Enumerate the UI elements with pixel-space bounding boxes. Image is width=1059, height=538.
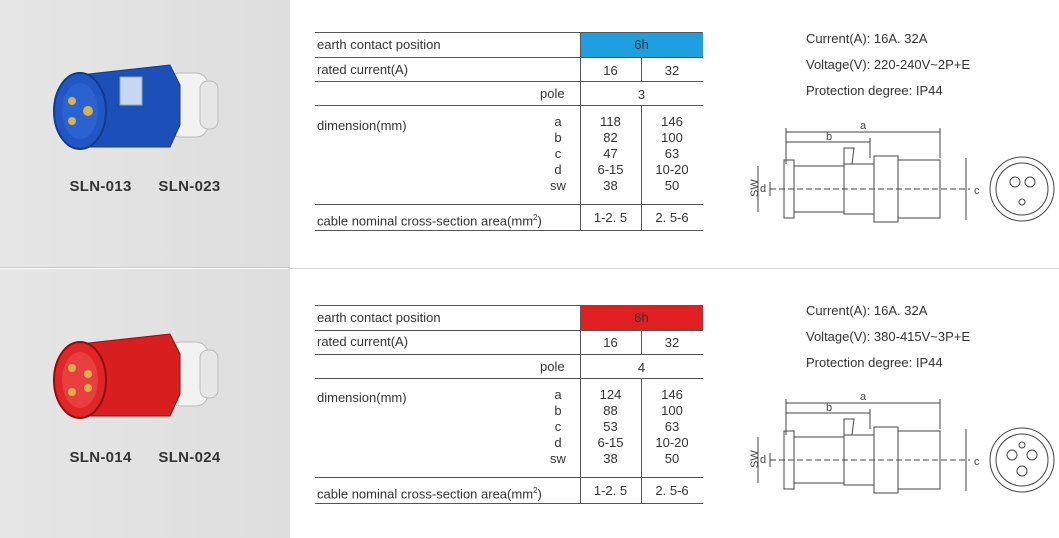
diagram-label-b: b <box>826 402 833 414</box>
dim-col-2: 146 100 63 10-20 50 <box>655 387 689 466</box>
dim-keys: a b c d sw <box>550 114 566 193</box>
model-label-1: SLN-014 <box>69 449 132 466</box>
cable-value-1: 1-2. 5 <box>593 483 628 498</box>
diagram-label-d: d <box>760 183 767 195</box>
diagram-label-sw: SW <box>749 450 761 468</box>
rated-label: rated current(A) <box>317 62 409 77</box>
diagram-label-a: a <box>860 120 867 132</box>
earth-label: earth contact position <box>317 310 441 325</box>
product-image-panel <box>0 0 290 268</box>
diagram-label-c: c <box>974 185 980 197</box>
pole-value: 4 <box>637 360 646 375</box>
diagram-label-b: b <box>826 131 833 143</box>
spec-info <box>806 30 970 108</box>
earth-value: 6h <box>634 37 649 52</box>
voltage-info: Voltage(V): 380-415V~3P+E <box>806 329 971 344</box>
spec-table <box>315 32 703 232</box>
dimension-label: dimension(mm) <box>317 390 407 405</box>
rated-value-1: 16 <box>603 335 618 350</box>
pole-label: pole <box>540 359 565 374</box>
cable-value-1: 1-2. 5 <box>593 210 628 225</box>
dimension-label: dimension(mm) <box>317 118 407 133</box>
dim-col-1: 118 82 47 6-15 38 <box>597 114 624 193</box>
dim-col-1: 124 88 53 6-15 38 <box>597 387 624 466</box>
rated-value-2: 32 <box>664 335 680 350</box>
current-info: Current(A): 16A. 32A <box>806 31 928 46</box>
red-plug-icon <box>40 324 240 434</box>
earth-label: earth contact position <box>317 37 441 52</box>
spec-info <box>806 302 970 380</box>
cable-value-2: 2. 5-6 <box>655 483 689 498</box>
rated-value-1: 16 <box>603 63 618 78</box>
dim-col-2: 146 100 63 10-20 50 <box>655 114 689 193</box>
pole-value: 3 <box>637 87 646 102</box>
product-image-panel <box>0 269 290 538</box>
diagram-label-d: d <box>760 454 767 466</box>
voltage-info: Voltage(V): 220-240V~2P+E <box>806 57 971 72</box>
protection-info: Protection degree: IP44 <box>806 355 943 370</box>
dim-keys: a b c d sw <box>550 387 566 466</box>
model-label-1: SLN-013 <box>69 178 132 195</box>
dimension-diagram <box>740 389 1058 499</box>
rated-label: rated current(A) <box>317 334 409 349</box>
protection-info: Protection degree: IP44 <box>806 83 943 98</box>
cable-label: cable nominal cross-section $area(mm^2)$ <box>317 213 542 229</box>
product-row-red <box>0 269 1059 538</box>
cable-value-2: 2. 5-6 <box>655 210 689 225</box>
rated-value-2: 32 <box>664 63 680 78</box>
model-label-2: SLN-024 <box>158 449 221 466</box>
blue-plug-icon <box>40 55 240 165</box>
model-labels <box>0 449 290 466</box>
diagram-label-a: a <box>860 391 867 403</box>
pole-label: pole <box>540 86 565 101</box>
diagram-label-c: c <box>974 456 980 468</box>
earth-value: 6h <box>634 310 649 325</box>
model-labels <box>0 178 290 195</box>
dimension-diagram <box>740 118 1058 228</box>
spec-table <box>315 305 703 505</box>
model-label-2: SLN-023 <box>158 178 221 195</box>
diagram-label-sw: SW <box>749 179 761 197</box>
current-info: Current(A): 16A. 32A <box>806 303 928 318</box>
cable-label: cable nominal cross-section $area(mm^2)$ <box>317 486 542 502</box>
